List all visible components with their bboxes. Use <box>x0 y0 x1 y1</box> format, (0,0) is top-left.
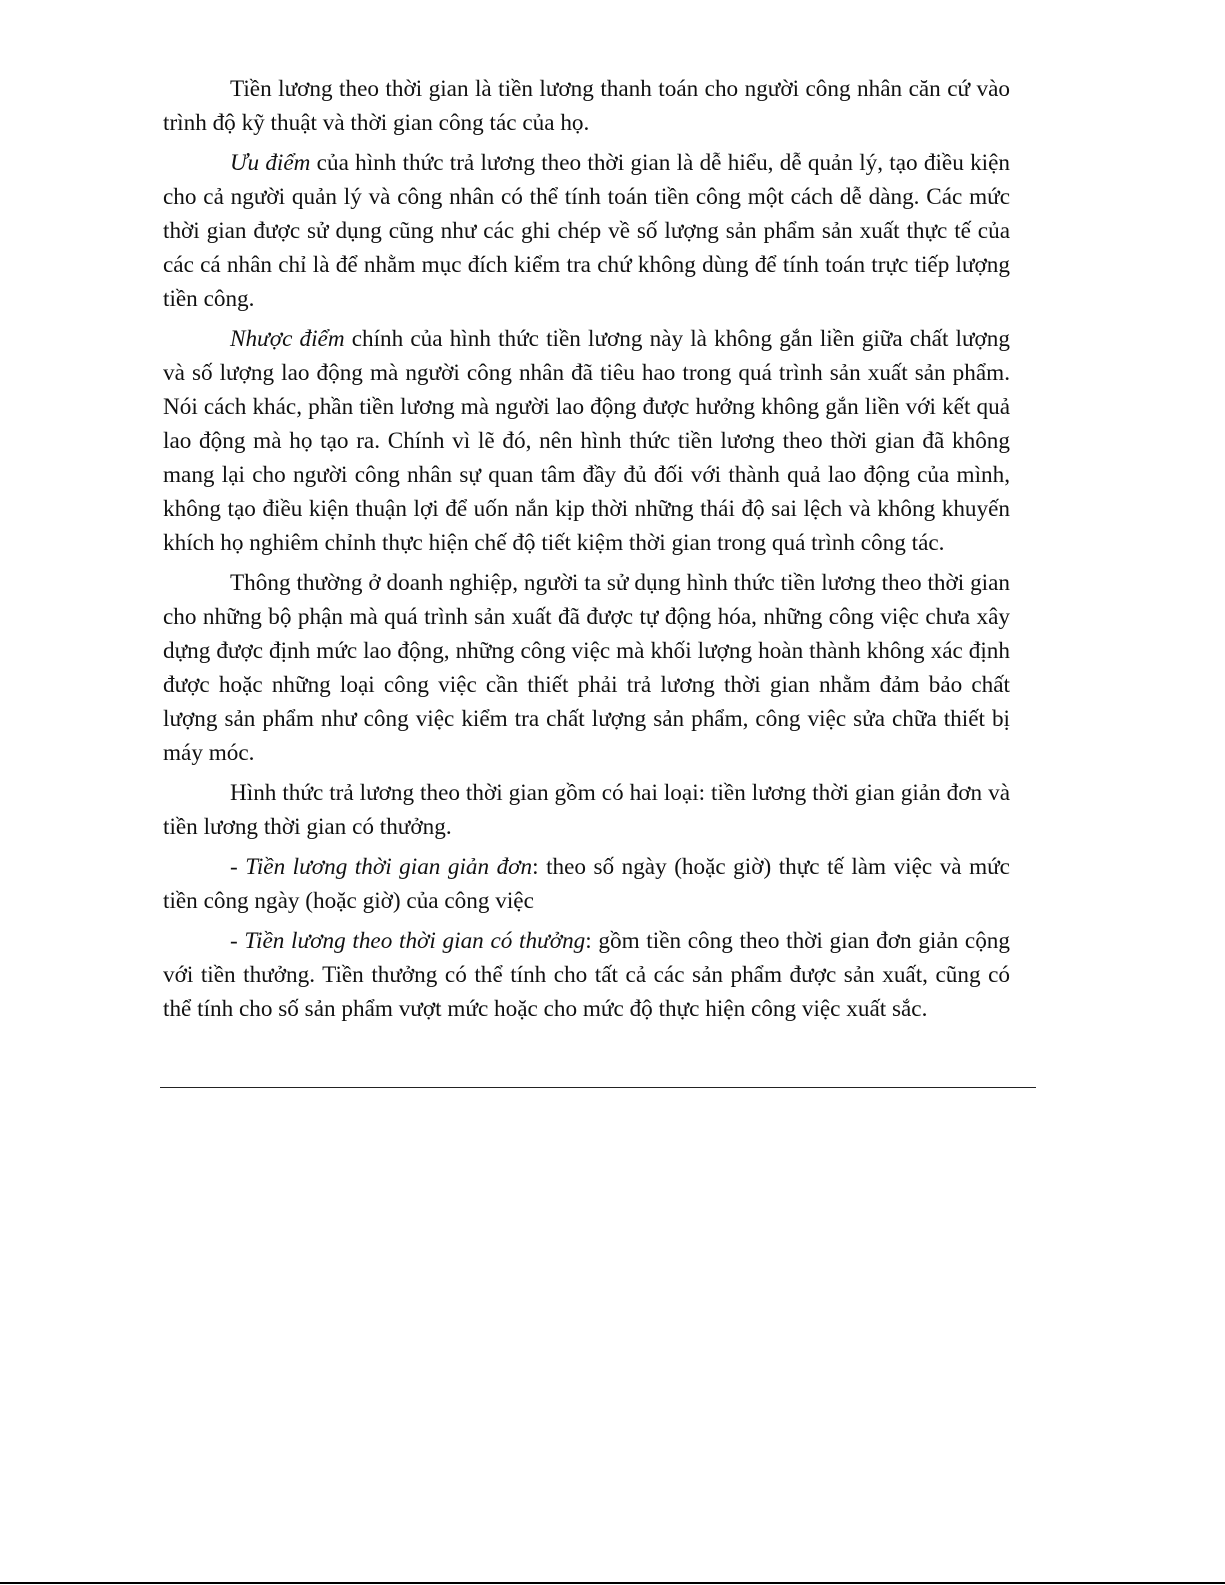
page-bottom-border <box>0 1582 1225 1584</box>
bullet-dash: - <box>230 928 245 954</box>
paragraph-text: Tiền lương theo thời gian là tiền lương thanh toán cho người công nhân căn cứ vào trình độ kỹ thuật và thời gian công tác của họ. <box>163 76 1010 136</box>
paragraph-types <box>163 776 1010 844</box>
term-disadvantages: Nhược điểm <box>230 326 345 352</box>
paragraph-usage <box>163 566 1010 770</box>
paragraph-advantages <box>163 146 1010 316</box>
section-divider <box>160 1087 1036 1088</box>
paragraph-text: Hình thức trả lương theo thời gian gồm có hai loại: tiền lương thời gian giản đơn và tiền lương thời gian có thưởng. <box>163 780 1010 840</box>
paragraph-bonus-time-wage <box>163 924 1010 1026</box>
paragraph-text: : gồm tiền công theo thời gian đơn giản cộng với tiền thưởng. Tiền thưởng có thể tính cho tất cả các sản phẩm được sản xuất, cũng có thể tính cho số sản phẩm vượt mức hoặc cho mức độ thực hiện công việc xuất sắc. <box>163 928 1010 1022</box>
paragraph-simple-time-wage <box>163 850 1010 918</box>
body-text <box>163 72 1010 1032</box>
bullet-dash: - <box>230 854 246 880</box>
term-advantages: Ưu điểm <box>230 150 311 176</box>
paragraph-text: Thông thường ở doanh nghiệp, người ta sử dụng hình thức tiền lương theo thời gian cho những bộ phận mà quá trình sản xuất đã được tự động hóa, những công việc chưa xây dựng được định mức lao động, những công việc mà khối lượng hoàn thành không xác định được hoặc những loại công việc cần thiết phải trả lương thời gian nhằm đảm bảo chất lượng sản phẩm như công việc kiểm tra chất lượng sản phẩm, công việc sửa chữa thiết bị máy móc. <box>163 570 1010 766</box>
paragraph-text: : theo số ngày (hoặc giờ) thực tế làm việc và mức tiền công ngày (hoặc giờ) của công việc <box>163 854 1010 914</box>
term-bonus-time-wage: Tiền lương theo thời gian có thưởng <box>244 928 586 954</box>
paragraph-disadvantages <box>163 322 1010 560</box>
term-simple-time-wage: Tiền lương thời gian giản đơn <box>245 854 533 880</box>
paragraph-text: của hình thức trả lương theo thời gian là dễ hiểu, dễ quản lý, tạo điều kiện cho cả người quản lý và công nhân có thể tính toán tiền công một cách dễ dàng. Các mức thời gian được sử dụng cũng như các ghi chép về số lượng sản phẩm sản xuất thực tế của các cá nhân chỉ là để nhằm mục đích kiểm tra chứ không dùng để tính toán trực tiếp lượng tiền công. <box>163 150 1011 312</box>
paragraph-time-wage-definition <box>163 72 1010 140</box>
paragraph-text: chính của hình thức tiền lương này là không gắn liền giữa chất lượng và số lượng lao động mà người công nhân đã tiêu hao trong quá trình sản xuất sản phẩm. Nói cách khác, phần tiền lương mà người lao động được hưởng không gắn liền với kết quả lao động mà họ tạo ra. Chính vì lẽ đó, nên hình thức tiền lương theo thời gian đã không mang lại cho người công nhân sự quan tâm đầy đủ đối với thành quả lao động của mình, không tạo điều kiện thuận lợi để uốn nắn kịp thời những thái độ sai lệch và không khuyến khích họ nghiêm chỉnh thực hiện chế độ tiết kiệm thời gian trong quá trình công tác. <box>163 326 1010 556</box>
